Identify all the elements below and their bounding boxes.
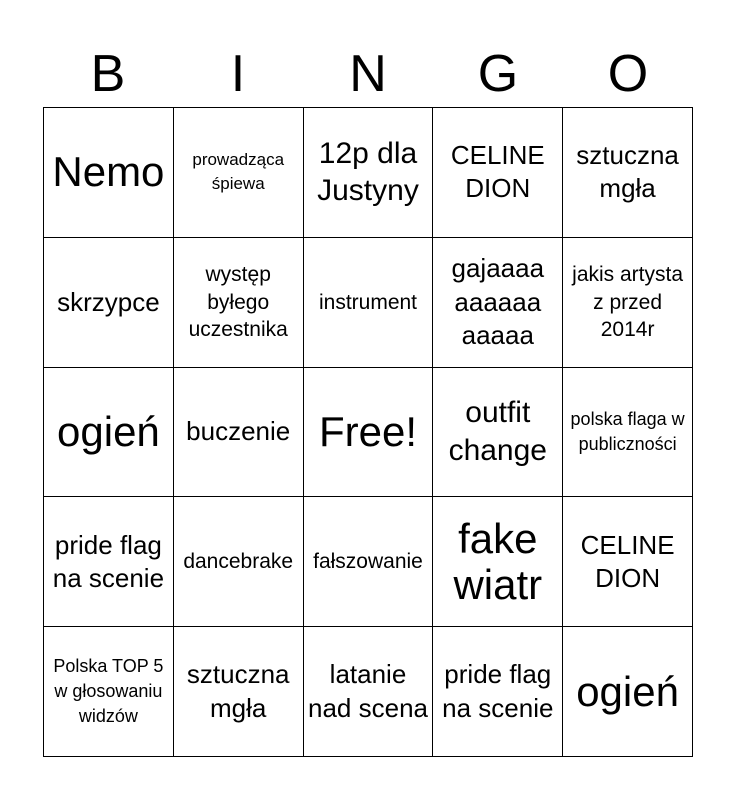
bingo-cell-r3c4[interactable]: outfit change bbox=[433, 368, 563, 498]
bingo-cell-r1c5[interactable]: sztuczna mgła bbox=[563, 108, 693, 238]
bingo-cell-free[interactable]: Free! bbox=[304, 368, 434, 498]
bingo-header bbox=[43, 40, 693, 108]
bingo-cell-r1c3[interactable]: 12p dla Justyny bbox=[304, 108, 434, 238]
bingo-cell-r4c4[interactable]: fake wiatr bbox=[433, 497, 563, 627]
bingo-cell-r4c2[interactable]: dancebrake bbox=[174, 497, 304, 627]
header-letter-g: G bbox=[477, 45, 519, 103]
bingo-cell-r2c2[interactable]: występ byłego uczestnika bbox=[174, 238, 304, 368]
bingo-cell-r1c4[interactable]: CELINE DION bbox=[433, 108, 563, 238]
bingo-cell-r3c5[interactable]: polska flaga w publiczności bbox=[563, 368, 693, 498]
bingo-cell-r5c2[interactable]: sztuczna mgła bbox=[174, 627, 304, 757]
bingo-cell-r3c2[interactable]: buczenie bbox=[174, 368, 304, 498]
bingo-cell-r4c1[interactable]: pride flag na scenie bbox=[44, 497, 174, 627]
bingo-cell-r5c5[interactable]: ogień bbox=[563, 627, 693, 757]
bingo-cell-r2c5[interactable]: jakis artysta z przed 2014r bbox=[563, 238, 693, 368]
bingo-cell-r5c3[interactable]: latanie nad scena bbox=[304, 627, 434, 757]
header-letter-i: I bbox=[230, 45, 246, 103]
bingo-cell-r4c3[interactable]: fałszowanie bbox=[304, 497, 434, 627]
bingo-cell-r3c1[interactable]: ogień bbox=[44, 368, 174, 498]
header-letter-o: O bbox=[607, 45, 649, 103]
header-letter-b: B bbox=[90, 45, 126, 103]
bingo-cell-r1c1[interactable]: Nemo bbox=[44, 108, 174, 238]
bingo-cell-r2c3[interactable]: instrument bbox=[304, 238, 434, 368]
bingo-cell-r5c1[interactable]: Polska TOP 5 w głosowaniu widzów bbox=[44, 627, 174, 757]
bingo-cell-r5c4[interactable]: pride flag na scenie bbox=[433, 627, 563, 757]
bingo-cell-r2c1[interactable]: skrzypce bbox=[44, 238, 174, 368]
bingo-cell-r2c4[interactable]: gajaaaa aaaaaa aaaaa bbox=[433, 238, 563, 368]
bingo-cell-r4c5[interactable]: CELINE DION bbox=[563, 497, 693, 627]
bingo-cell-r1c2[interactable]: prowadząca śpiewa bbox=[174, 108, 304, 238]
bingo-board bbox=[43, 107, 693, 757]
header-letter-n: N bbox=[349, 45, 387, 103]
